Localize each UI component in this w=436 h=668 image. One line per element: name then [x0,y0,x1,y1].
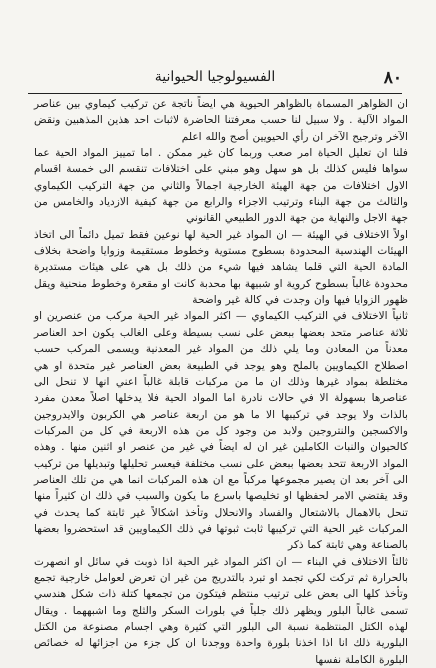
paragraph: فلنا ان تعليل الحياة امر صعب وربما كان غير ممكن . اما تمييز المواد الحية عما سواها فليس كذلك بل هو سهل وهو مبني على اختلافات تنقسم الى خمسة اقسام الاول اختلافات من جهة الهيئة الخارجية اجمالاً والثاني من جهة التركيب الكيماوي والثالث من جهة البناء وترتيب الاجزاء والرابع من جهة كيفية الازدياد والخامس من جهة الاجل والنهاية من جهة الدور الطبيعي القانوني [34,147,408,225]
paragraph: ثانياً الاختلاف في التركيب الكيماوي — اكثر المواد غير الحية مركب من عنصرين او ثلاثة عناصر متحد بعضها ببعض على نسب بسيطة وعلى الغالب يكون احد العناصر معدناً من المعادن وما يلي ذلك من المواد غير المعدنية ويسمى المركب حسب اصطلاح الكيماويين بالملح وهو يوجد في الطبيعة بعض العناصر غير متحدة او هي مختلطة بمواد غيرها وذلك ان ما من مركبات قابلة غالباً اعني انها لا تنحل الى عناصرها بسهولة الا في حالات نادرة اما المواد الحية فلا يدخلها اصلاً معدن مفرد بالذات ولا يوجد في تركيبها الا ما هو من اربعة عناصر هي الكربون والايدروجين والاكسجين والنتروجين ولابد من وجود كل من هذه الاربعة في كل من المركبات كالحيوان والنبات الكاملين غير ان له ايضاً في غير من عنصر او اثنين منها . وهذه المواد الاربعة تتحد بعضها ببعض على نسب مختلفة فيعسر تحليلها وتبديلها من تركيب الى آخر بعد ان يصير مجموعها مركباً مع ان هذه المركبات انما هي من تلك العناصر وقد يقتضي الامر لحفظها او تخليصها باسرع ما يكون والسبب في ذلك ان كثيراً منها تنحل بالاهمال بالاشتعال والفساد والانحلال وتأخذ اشكالاً غير ثابتة كما يحدث في المركبات غير الحية التي تركيبها ثابت ثبوتها في ذلك الكيماويين قد استحضروا بعضها بالصناعة وهي ثابتة كما ذكر [34,310,408,552]
page-header [28,66,402,92]
paragraph: ثالثاً الاختلاف في البناء — ان اكثر المواد غير الحية اذا ذوبت في سائل او انصهرت بالحرارة ثم تركت لكي تجمد او تبرد بالتدريج من غير ان تعرض لعوامل خارجية تجمع وتأخذ كلها الى بعض على ترتيب منتظم فيتكون من تجمعها كتلة ذات شكل هندسي تسمى غالباً البلور ويظهر ذلك جلياً في بلورات السكر والثلج وما اشبههما . ويقال لهذه الكتل المنتظمة نسبة الى البلور التي كثيرة وهي اجسام مصنوعة من الكتل البلورية ذلك انا اذا اخذنا بلورة واحدة ووجدنا ان كل جزء من اجزائها له خصائص البلورة الكاملة نفسها [34,555,408,666]
running-title: الفسيولوجيا الحيوانية [154,69,276,85]
header-rule [28,93,402,94]
page-number: ٨٠ [383,68,402,88]
paragraph: اولاً الاختلاف في الهيئة — ان المواد غير الحية لها نوعين فقط تميل دائماً الى اتخاذ الهيئات الهندسية المحدودة بسطوح مستوية وخطوط مستقيمة وزوايا واضحة بخلاف المادة الحية التي قلما يشاهد فيها شيء من ذلك بل هي على هيئات مستديرة محدودة غالباً بسطوح كروية او شبيهة بها محدبة كانت او مقعرة وخطوط منحنية ويقل ظهور الزوايا فيها وان وجدت في كالة غير واضحة [34,228,408,307]
body-text [34,96,408,666]
paragraph: ان الظواهر المسماة بالظواهر الحيوية هي ايضاً ناتجة عن تركيب كيماوي بين عناصر المواد الآلية . ولا سبيل لنا حسب معرفتنا الحاضرة لاثبات احد هذين المذهبين ونقض الآخر وترجيح الآخر ان رأي الحيويين أصح والله اعلم [34,98,408,143]
